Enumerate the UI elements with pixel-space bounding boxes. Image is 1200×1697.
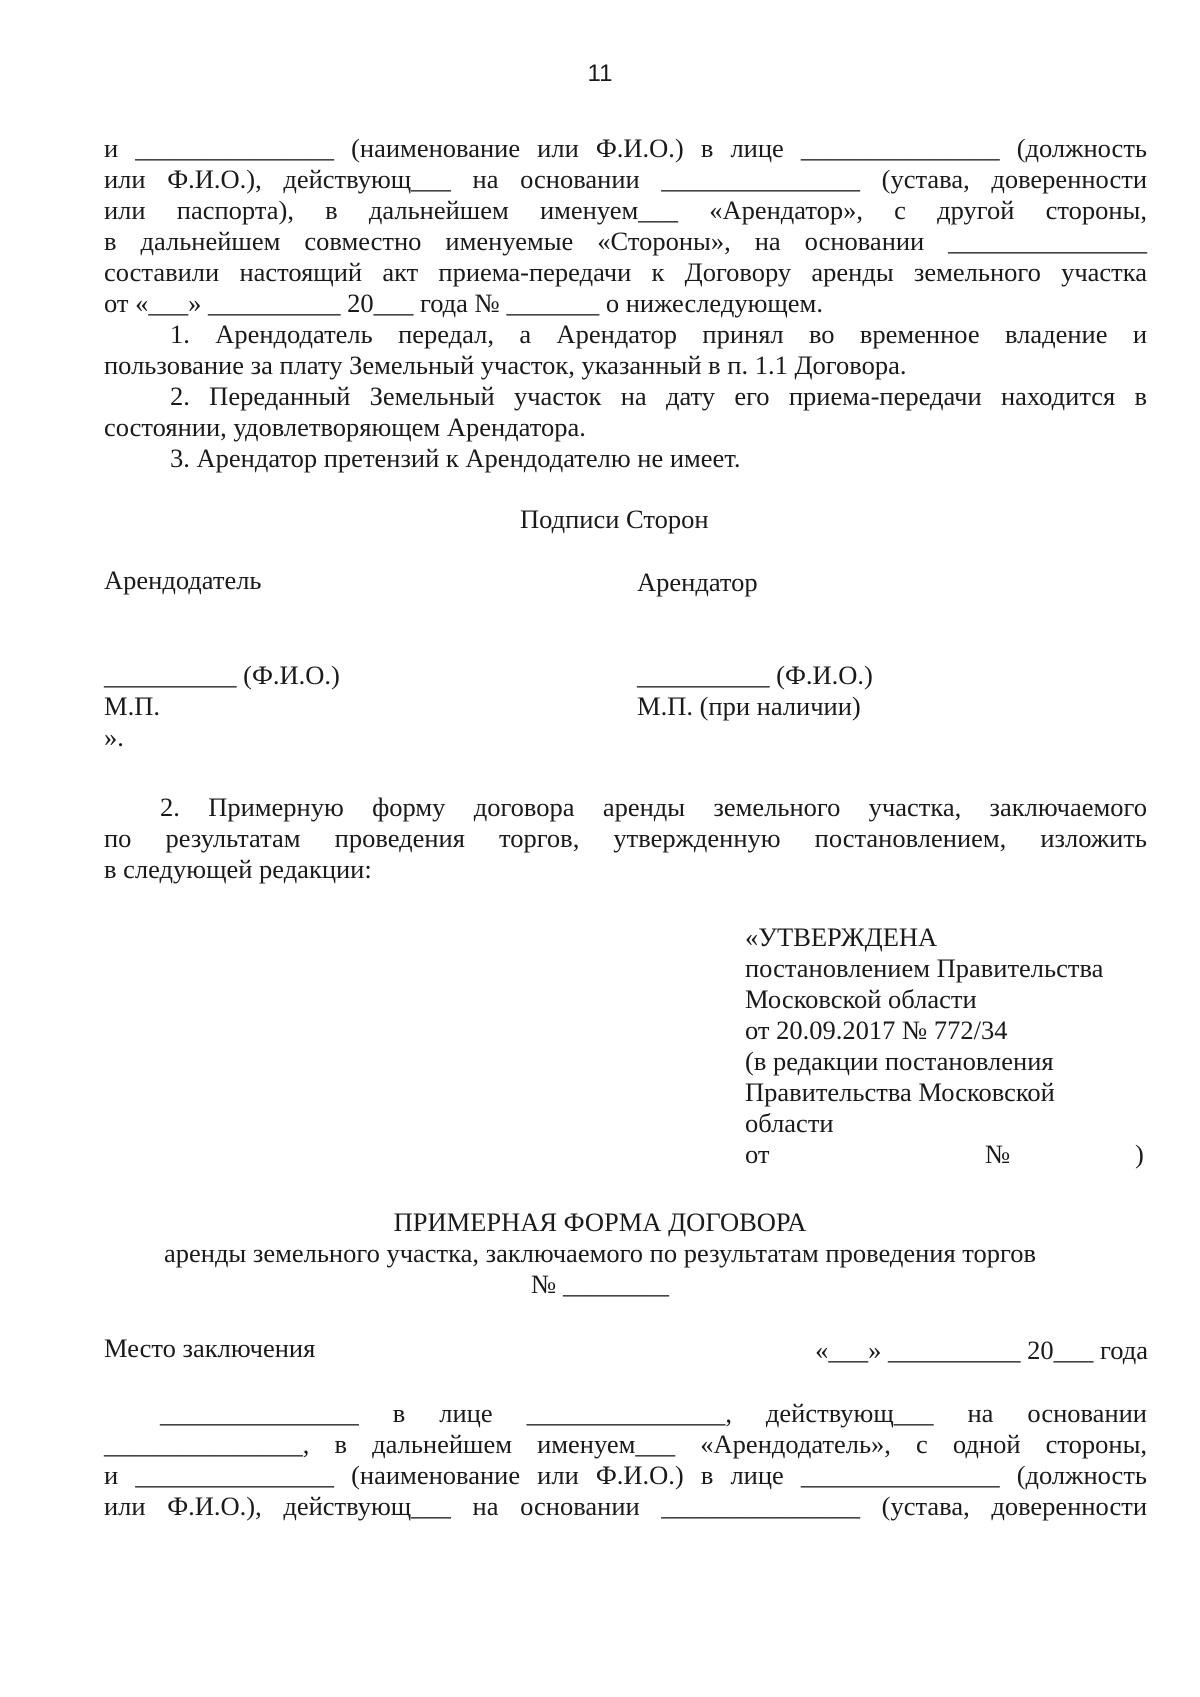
signatures-title: Подписи Сторон xyxy=(520,504,709,534)
approval-line-2: постановлением Правительства xyxy=(745,953,1104,983)
approval-line-4: от 20.09.2017 № 772/34 xyxy=(745,1015,1008,1045)
act-line-5: составили настоящий акт приема-передачи к Договору аренды земельного участка xyxy=(104,257,1147,287)
approval-line-6: Правительства Московской xyxy=(745,1077,1055,1107)
approval-from-label: от xyxy=(745,1139,770,1169)
act-line-6: от «___» __________ 20___ года № _______ о нижеследующем. xyxy=(104,288,823,318)
item-3: 3. Арендатор претензий к Арендодателю не имеет. xyxy=(170,443,741,473)
approval-line-5: (в редакции постановления xyxy=(745,1046,1054,1076)
item-1-line-2: пользование за плату Земельный участок, указанный в п. 1.1 Договора. xyxy=(104,350,907,380)
form-title: ПРИМЕРНАЯ ФОРМА ДОГОВОРА xyxy=(393,1207,807,1237)
contract-line-4: или Ф.И.О.), действующ___ на основании _______________ (устава, доверенности xyxy=(104,1491,1147,1521)
form-subtitle: аренды земельного участка, заключаемого по результатам проведения торгов xyxy=(163,1238,1036,1268)
act-line-4: в дальнейшем совместно именуемые «Стороны», на основании _______________ xyxy=(104,226,1147,256)
item-1-line-1: 1. Арендодатель передал, а Арендатор принял во временное владение и xyxy=(170,319,1147,349)
contract-line-3: и _______________ (наименование или Ф.И.О.) в лице _______________ (должность xyxy=(104,1460,1147,1490)
approval-line-1: «УТВЕРЖДЕНА xyxy=(745,922,938,952)
item-2-line-1: 2. Переданный Земельный участок на дату его приема-передачи находится в xyxy=(170,381,1147,411)
act-line-3: или паспорта), в дальнейшем именуем___ «Арендатор», с другой стороны, xyxy=(104,195,1147,225)
lessor-signature-line: __________ (Ф.И.О.) xyxy=(104,660,340,690)
approval-line-3: Московской области xyxy=(745,984,977,1014)
lessor-label: Арендодатель xyxy=(104,565,262,595)
lessee-label: Арендатор xyxy=(637,567,758,597)
place-label: Место заключения xyxy=(104,1333,316,1363)
contract-line-2: _______________, в дальнейшем именуем___ «Арендодатель», с одной стороны, xyxy=(104,1429,1147,1459)
contract-line-1: _______________ в лице _______________, действующ___ на основании xyxy=(160,1398,1147,1428)
form-number: № ________ xyxy=(531,1269,669,1299)
lessor-stamp: М.П. xyxy=(104,691,160,721)
act-line-2: или Ф.И.О.), действующ___ на основании _______________ (устава, доверенности xyxy=(104,164,1147,194)
approval-line-7: области xyxy=(745,1108,834,1138)
approval-close-paren: ) xyxy=(1135,1139,1144,1169)
para-2-line-3: в следующей редакции: xyxy=(104,854,372,884)
page-number: 11 xyxy=(587,60,613,87)
lessee-signature-line: __________ (Ф.И.О.) xyxy=(637,660,873,690)
para-2-line-1: 2. Примерную форму договора аренды земельного участка, заключаемого xyxy=(160,792,1147,822)
para-2-line-2: по результатам проведения торгов, утвержденную постановлением, изложить xyxy=(104,823,1147,853)
act-line-1: и _______________ (наименование или Ф.И.О.) в лице _______________ (должность xyxy=(104,133,1147,163)
item-2-line-2: состоянии, удовлетворяющем Арендатора. xyxy=(104,412,586,442)
contract-date: «___» __________ 20___ года xyxy=(815,1335,1148,1365)
lessee-stamp: М.П. (при наличии) xyxy=(637,691,861,721)
closing-quote: ». xyxy=(104,722,124,752)
approval-number-label: № xyxy=(985,1139,1011,1169)
